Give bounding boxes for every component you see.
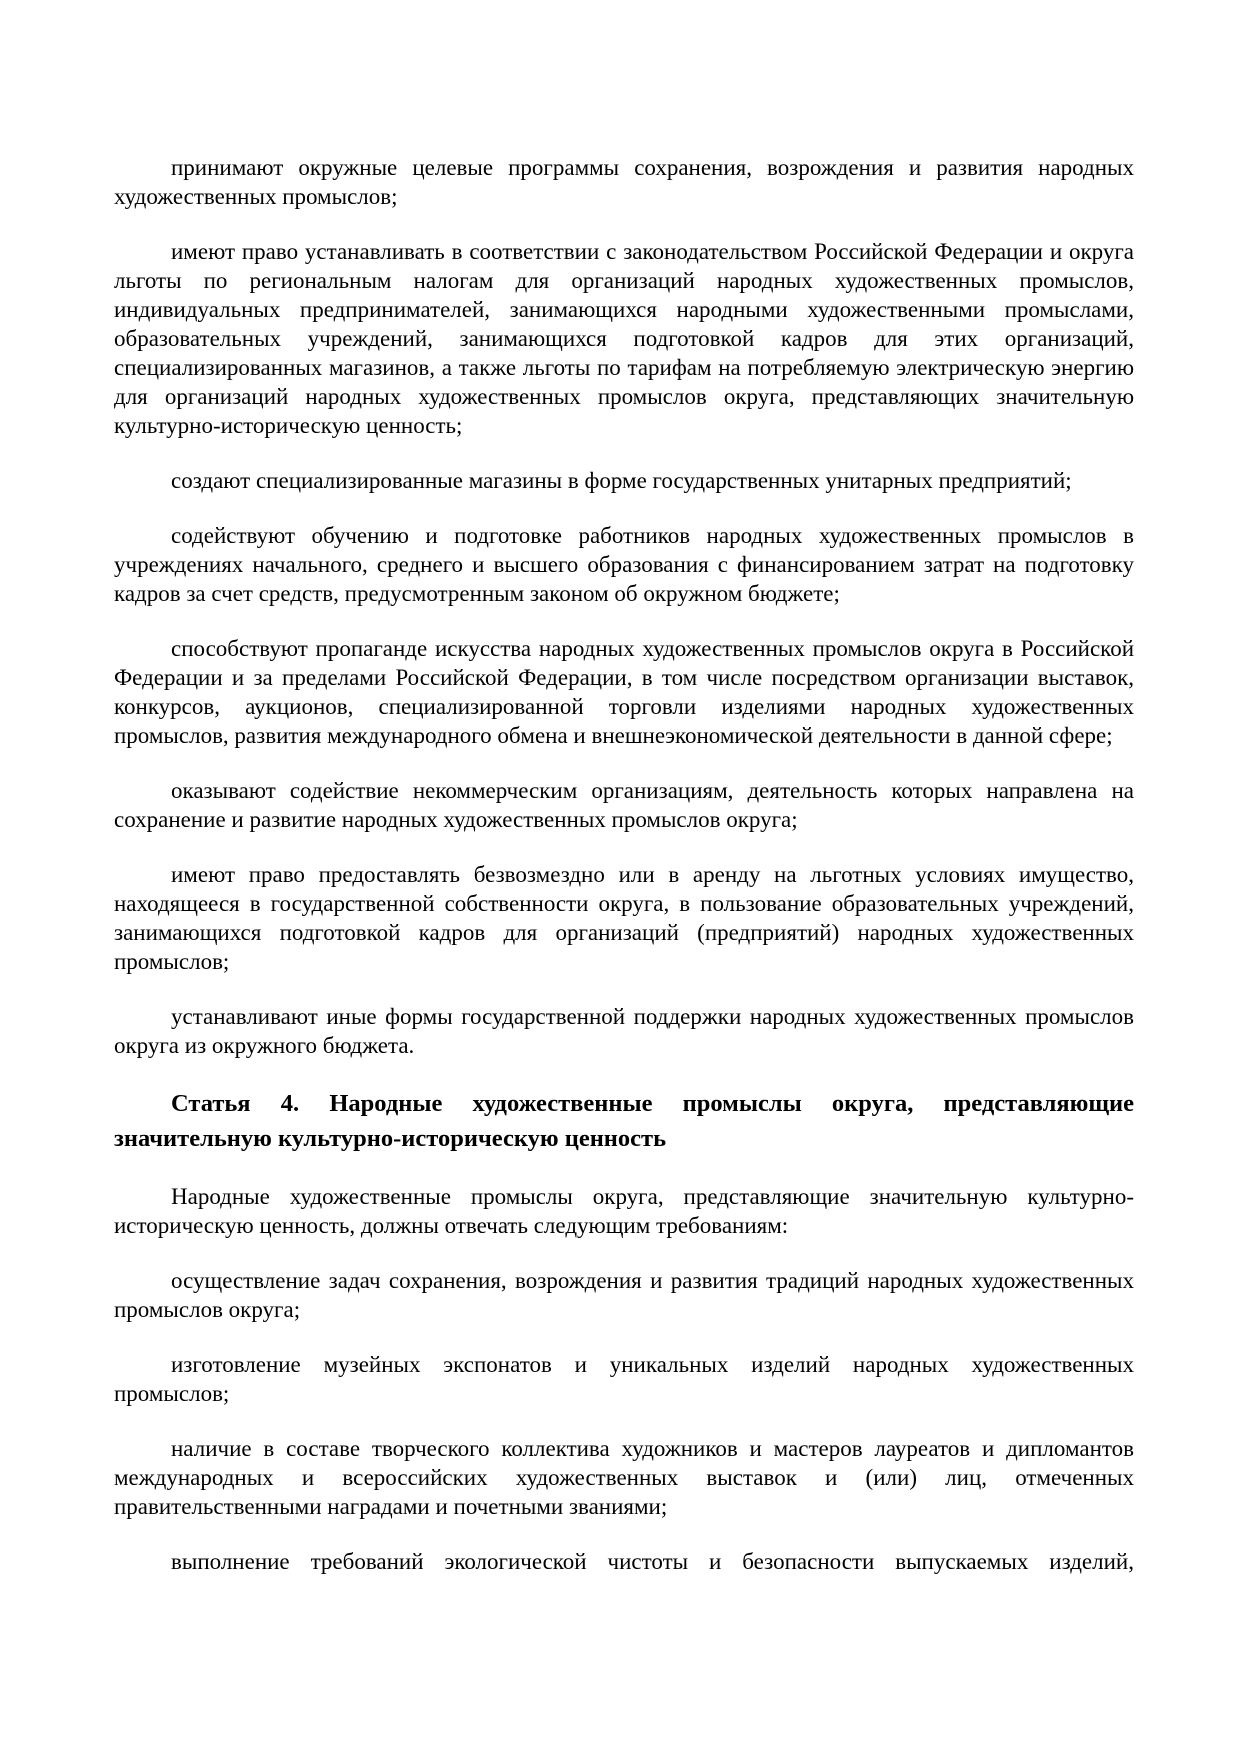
body-paragraph: имеют право предоставлять безвозмездно или в аренду на льготных условиях имущество, находящееся в государственной собственности округа, в пользование образовательных учреждений, занимающихся подготовкой кадров для организаций (предприятий) народных художественных промыслов; — [114, 862, 1134, 974]
body-paragraph: осуществление задач сохранения, возрождения и развития традиций народных художественных промыслов округа; — [114, 1268, 1134, 1322]
body-paragraph: выполнение требований экологической чистоты и безопасности выпускаемых изделий, — [171, 1549, 1134, 1574]
article-4-heading: Статья 4. Народные художественные промыслы округа, представляющие значительную культурно-историческую ценность — [114, 1090, 1134, 1152]
body-paragraph: Народные художественные промыслы округа, представляющие значительную культурно-историческую ценность, должны отвечать следующим требованиям: — [114, 1184, 1134, 1238]
body-paragraph: содействуют обучению и подготовке работников народных художественных промыслов в учреждениях начального, среднего и высшего образования с финансированием затрат на подготовку кадров за счет средств, предусмотренным законом об окружном бюджете; — [114, 523, 1134, 606]
body-paragraph: создают специализированные магазины в форме государственных унитарных предприятий; — [171, 468, 1072, 493]
body-paragraph: оказывают содействие некоммерческим организациям, деятельность которых направлена на сохранение и развитие народных художественных промыслов округа; — [114, 778, 1134, 832]
body-paragraph: изготовление музейных экспонатов и уникальных изделий народных художественных промыслов; — [114, 1352, 1134, 1406]
body-paragraph: наличие в составе творческого коллектива художников и мастеров лауреатов и дипломантов международных и всероссийских художественных выставок и (или) лиц, отмеченных правительственными наградами и почетными званиями; — [114, 1436, 1134, 1519]
body-paragraph: принимают окружные целевые программы сохранения, возрождения и развития народных художественных промыслов; — [114, 155, 1134, 209]
body-paragraph: устанавливают иные формы государственной поддержки народных художественных промыслов округа из окружного бюджета. — [114, 1004, 1134, 1058]
body-paragraph: способствуют пропаганде искусства народных художественных промыслов округа в Российской Федерации и за пределами Российской Федерации, в том числе посредством организации выставок, конкурсов, аукционов, специализированной торговли изделиями народных художественных промыслов, развития международного обмена и внешнеэкономической деятельности в данной сфере; — [114, 636, 1134, 748]
body-paragraph: имеют право устанавливать в соответствии с законодательством Российской Федерации и округа льготы по региональным налогам для организаций народных художественных промыслов, индивидуальных предпринимателей, занимающихся народными художественными промыслами, образовательных учреждений, занимающихся подготовкой кадров для этих организаций, специализированных магазинов, а также льготы по тарифам на потребляемую электрическую энергию для организаций народных художественных промыслов округа, представляющих значительную культурно-историческую ценность; — [114, 239, 1134, 438]
